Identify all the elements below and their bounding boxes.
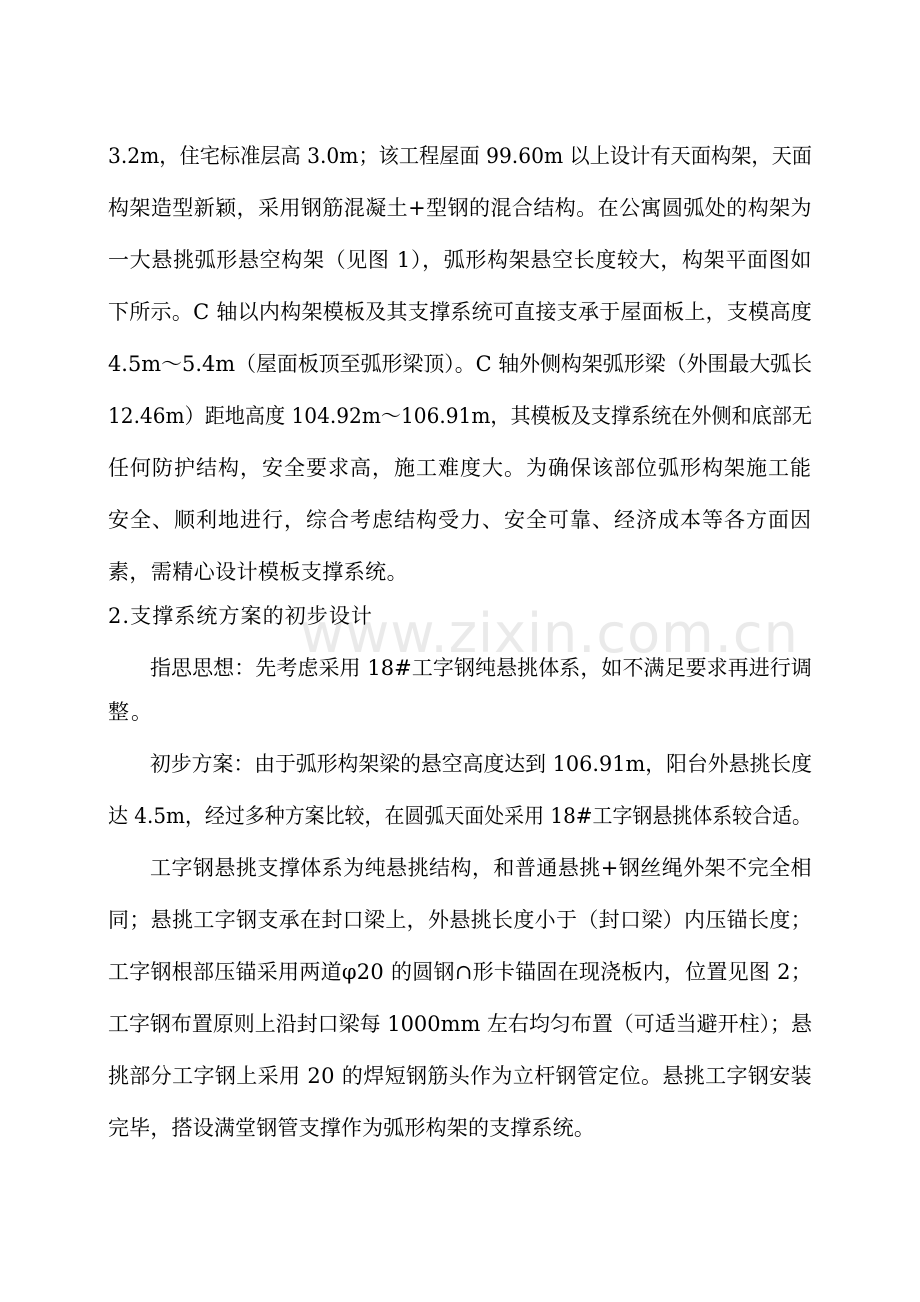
paragraph-line: 一大悬挑弧形悬空构架（见图 1），弧形构架悬空长度较大，构架平面图如 [108,248,812,272]
paragraph-line: 安全、顺利地进行，综合考虑结构受力、安全可靠、经济成本等各方面因 [108,508,812,532]
paragraph-line: 同；悬挑工字钢支承在封口梁上，外悬挑长度小于（封口梁）内压锚长度； [108,908,812,932]
paragraph-line: 下所示。C 轴以内构架模板及其支撑系统可直接支承于屋面板上，支模高度 [108,300,812,324]
paragraph-line: 完毕，搭设满堂钢管支撑作为弧形构架的支撑系统。 [108,1116,595,1140]
paragraph-line: 4.5m～5.4m（屋面板顶至弧形梁顶）。C 轴外侧构架弧形梁（外围最大弧长 [108,352,812,376]
section-heading: 2.支撑系统方案的初步设计 [108,604,373,628]
paragraph-line: 工字钢悬挑支撑体系为纯悬挑结构，和普通悬挑+钢丝绳外架不完全相 [150,856,812,880]
paragraph-line: 整。 [108,700,154,724]
paragraph-line: 3.2m，住宅标准层高 3.0m；该工程屋面 99.60m 以上设计有天面构架，天面 [108,144,812,168]
paragraph-line: 工字钢根部压锚采用两道φ20 的圆钢∩形卡锚固在现浇板内，位置见图 2； [108,960,812,984]
paragraph-line: 达 4.5m，经过多种方案比较，在圆弧天面处采用 18#工字钢悬挑体系较合适。 [108,804,812,828]
paragraph-line: 12.46m）距地高度 104.92m～106.91m，其模板及支撑系统在外侧和底部无 [108,404,812,428]
paragraph-line: 素，需精心设计模板支撑系统。 [108,560,408,584]
paragraph-line: 挑部分工字钢上采用 20 的焊短钢筋头作为立杆钢管定位。悬挑工字钢安装 [108,1064,812,1088]
paragraph-line: 任何防护结构，安全要求高，施工难度大。为确保该部位弧形构架施工能 [108,456,812,480]
watermark: www.zixin.com.cn [300,602,799,665]
paragraph-line: 初步方案：由于弧形构架梁的悬空高度达到 106.91m，阳台外悬挑长度 [150,752,812,776]
paragraph-line: 指思思想：先考虑采用 18#工字钢纯悬挑体系，如不满足要求再进行调 [150,656,812,680]
paragraph-line: 构架造型新颖，采用钢筋混凝土+型钢的混合结构。在公寓圆弧处的构架为 [108,196,812,220]
paragraph-line: 工字钢布置原则上沿封口梁每 1000mm 左右均匀布置（可适当避开柱）；悬 [108,1012,812,1036]
